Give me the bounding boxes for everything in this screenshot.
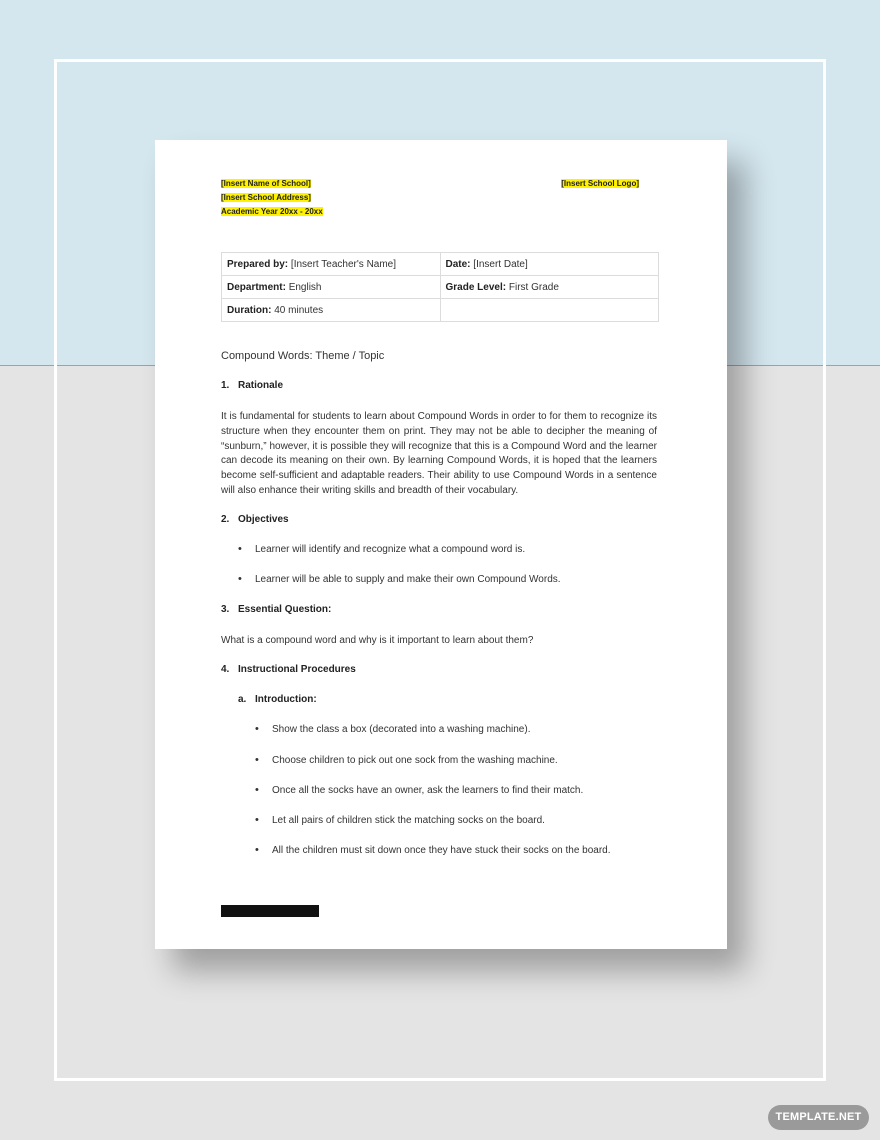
objective-text: Learner will be able to supply and make their own Compound Words. <box>255 574 561 585</box>
bullet-icon: • <box>255 784 259 796</box>
school-address: [Insert School Address] <box>221 193 311 202</box>
step-text: Show the class a box (decorated into a washing machine). <box>272 724 531 735</box>
duration-label: Duration: <box>227 304 272 316</box>
essential-question-text: What is a compound word and why is it important to learn about them? <box>221 635 534 646</box>
step-text: Choose children to pick out one sock from the washing machine. <box>272 755 558 766</box>
prepared-by-cell <box>222 253 441 276</box>
school-logo-placeholder <box>561 176 639 190</box>
objective-text: Learner will identify and recognize what a compound word is. <box>255 544 526 555</box>
section-essential-question <box>221 604 331 615</box>
section-number: 2. <box>221 514 230 525</box>
step-text: All the children must sit down once they have stuck their socks on the board. <box>272 845 611 856</box>
bullet-icon: • <box>238 543 242 555</box>
school-name: [Insert Name of School] <box>221 179 311 188</box>
bullet-icon: • <box>255 754 259 766</box>
section-heading: Rationale <box>238 380 284 391</box>
bullet-icon: • <box>255 814 259 826</box>
step-text: Once all the socks have an owner, ask the learners to find their match. <box>272 785 584 796</box>
date-label: Date: <box>445 258 471 270</box>
table-row <box>222 253 659 276</box>
subsection-introduction <box>238 694 317 705</box>
duration-cell <box>222 299 441 322</box>
section-heading: Essential Question: <box>238 604 332 615</box>
table-row <box>222 299 659 322</box>
section-number: 3. <box>221 604 230 615</box>
section-heading: Instructional Procedures <box>238 664 356 675</box>
bullet-icon: • <box>255 723 259 735</box>
school-logo-text: [Insert School Logo] <box>561 179 639 188</box>
grade-value: First Grade <box>508 281 559 293</box>
section-number: 1. <box>221 380 230 391</box>
step-text: Let all pairs of children stick the matching socks on the board. <box>272 815 545 826</box>
section-rationale <box>221 380 283 391</box>
subsection-number: a. <box>238 694 247 705</box>
info-table <box>221 252 659 322</box>
date-cell <box>440 253 659 276</box>
table-row <box>222 276 659 299</box>
bullet-icon: • <box>255 844 259 856</box>
redaction-bar <box>221 905 319 917</box>
prepared-by-value: [Insert Teacher's Name] <box>290 258 397 270</box>
bullet-icon: • <box>238 573 242 585</box>
document-page <box>155 140 727 949</box>
department-cell <box>222 276 441 299</box>
school-header <box>221 176 323 218</box>
department-value: English <box>288 281 322 293</box>
section-heading: Objectives <box>238 514 289 525</box>
section-instructional-procedures <box>221 664 356 675</box>
document-title: Compound Words: Theme / Topic <box>221 350 385 362</box>
empty-cell <box>440 299 659 322</box>
rationale-paragraph: It is fundamental for students to learn about Compound Words in order to for them to recognize its structure when they encounter them on print. They may not be able to decipher the meaning of “sunburn,” however, it is possible they will recognize that this is a Compound Word and the learner can decode its meaning on their own. By learning Compound Words, it is hoped that the learners become self-sufficient and adaptable readers. Their ability to use Compound Words in a sentence will also enhance their writing skills and breadth of their vocabulary. <box>221 411 657 496</box>
section-objectives <box>221 514 289 525</box>
template-net-badge[interactable]: TEMPLATE.NET <box>768 1105 869 1130</box>
department-label: Department: <box>227 281 286 293</box>
date-value: [Insert Date] <box>473 258 528 270</box>
grade-cell <box>440 276 659 299</box>
grade-label: Grade Level: <box>445 281 507 293</box>
subsection-heading: Introduction: <box>255 694 317 705</box>
section-number: 4. <box>221 664 230 675</box>
academic-year: Academic Year 20xx - 20xx <box>221 207 323 216</box>
prepared-by-label: Prepared by: <box>227 258 289 270</box>
duration-value: 40 minutes <box>274 304 324 316</box>
